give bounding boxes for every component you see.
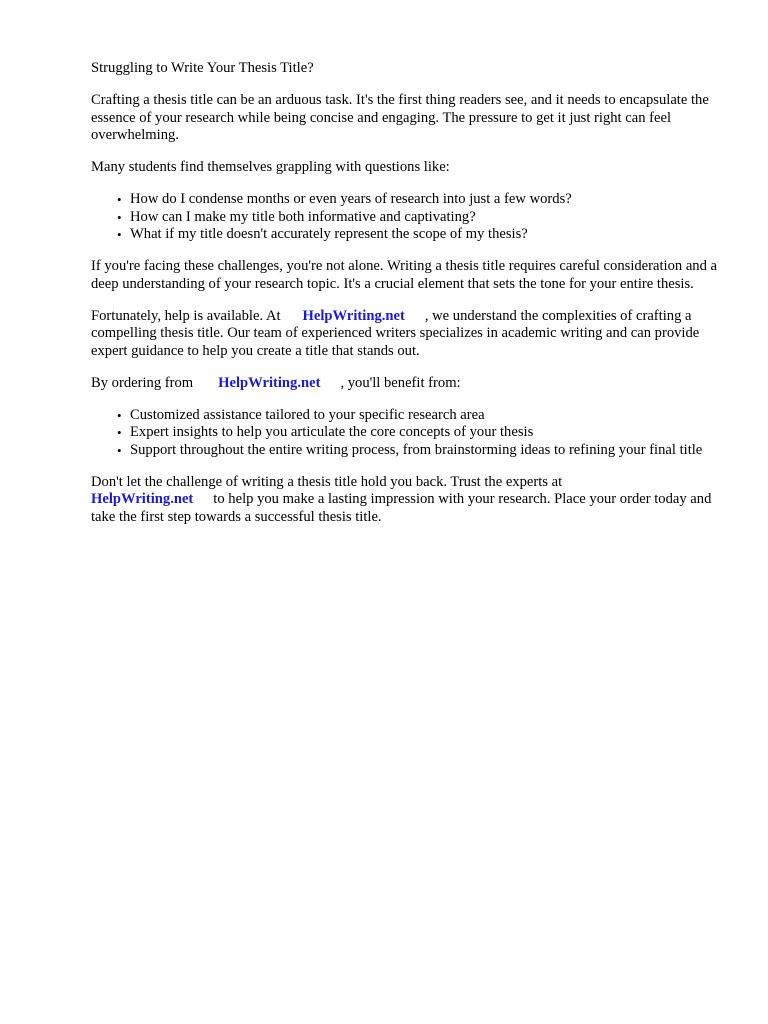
list-item-text: Support throughout the entire writing process, from brainstorming ideas to refining your final title <box>130 441 703 458</box>
help-text-before: Fortunately, help is available. At <box>91 307 281 324</box>
helpwriting-link[interactable]: HelpWriting.net <box>91 491 194 508</box>
list-item-text: Expert insights to help you articulate the core concepts of your thesis <box>130 424 534 441</box>
list-item <box>91 442 731 459</box>
list-item <box>91 191 731 208</box>
help-text-after: , we understand the complexities of crafting a compelling thesis title. Our team of experienced writers specializes in academic writing and can provide expert guidance to help you create a title that stands out. <box>91 307 700 359</box>
list-item-text: Customized assistance tailored to your specific research area <box>130 407 485 424</box>
closing-paragraph <box>91 474 731 526</box>
intro-paragraph: Crafting a thesis title can be an arduous task. It's the first thing readers see, and it needs to encapsulate the essence of your research while being concise and engaging. The pressure to get it just right can feel overwhelming. <box>91 92 709 143</box>
closing-text-before: Don't let the challenge of writing a thesis title hold you back. Trust the experts at <box>91 474 563 491</box>
help-paragraph <box>91 308 731 360</box>
list-item-text: What if my title doesn't accurately represent the scope of my thesis? <box>130 226 528 243</box>
list-item-text: How can I make my title both informative and captivating? <box>130 208 476 225</box>
bullet-icon: • <box>117 192 122 208</box>
questions-list <box>91 191 731 243</box>
list-item-text: How do I condense months or even years of research into just a few words? <box>130 191 572 208</box>
questions-lead-paragraph: Many students find themselves grappling with questions like: <box>91 159 450 176</box>
benefits-list <box>91 407 731 459</box>
challenges-paragraph: If you're facing these challenges, you're not alone. Writing a thesis title requires careful consideration and a deep understanding of your research topic. It's a crucial element that sets the tone for your entire thesis. <box>91 258 718 292</box>
bullet-icon: • <box>117 425 122 441</box>
bullet-icon: • <box>117 408 122 424</box>
ordering-text-after: , you'll benefit from: <box>340 374 461 391</box>
bullet-icon: • <box>117 442 122 458</box>
ordering-text-before: By ordering from <box>91 374 194 391</box>
helpwriting-link[interactable]: HelpWriting.net <box>218 374 321 391</box>
document-page <box>91 60 731 541</box>
ordering-paragraph <box>91 375 731 392</box>
bullet-icon: • <box>117 227 122 243</box>
helpwriting-link[interactable]: HelpWriting.net <box>302 307 405 324</box>
closing-text-after: to help you make a lasting impression with your research. Place your order today and take the first step towards a successful thesis title. <box>91 491 712 525</box>
list-item <box>91 226 731 243</box>
document-heading: Struggling to Write Your Thesis Title? <box>91 60 314 76</box>
bullet-icon: • <box>117 209 122 225</box>
list-item <box>91 209 731 226</box>
list-item <box>91 407 731 424</box>
list-item <box>91 424 731 441</box>
